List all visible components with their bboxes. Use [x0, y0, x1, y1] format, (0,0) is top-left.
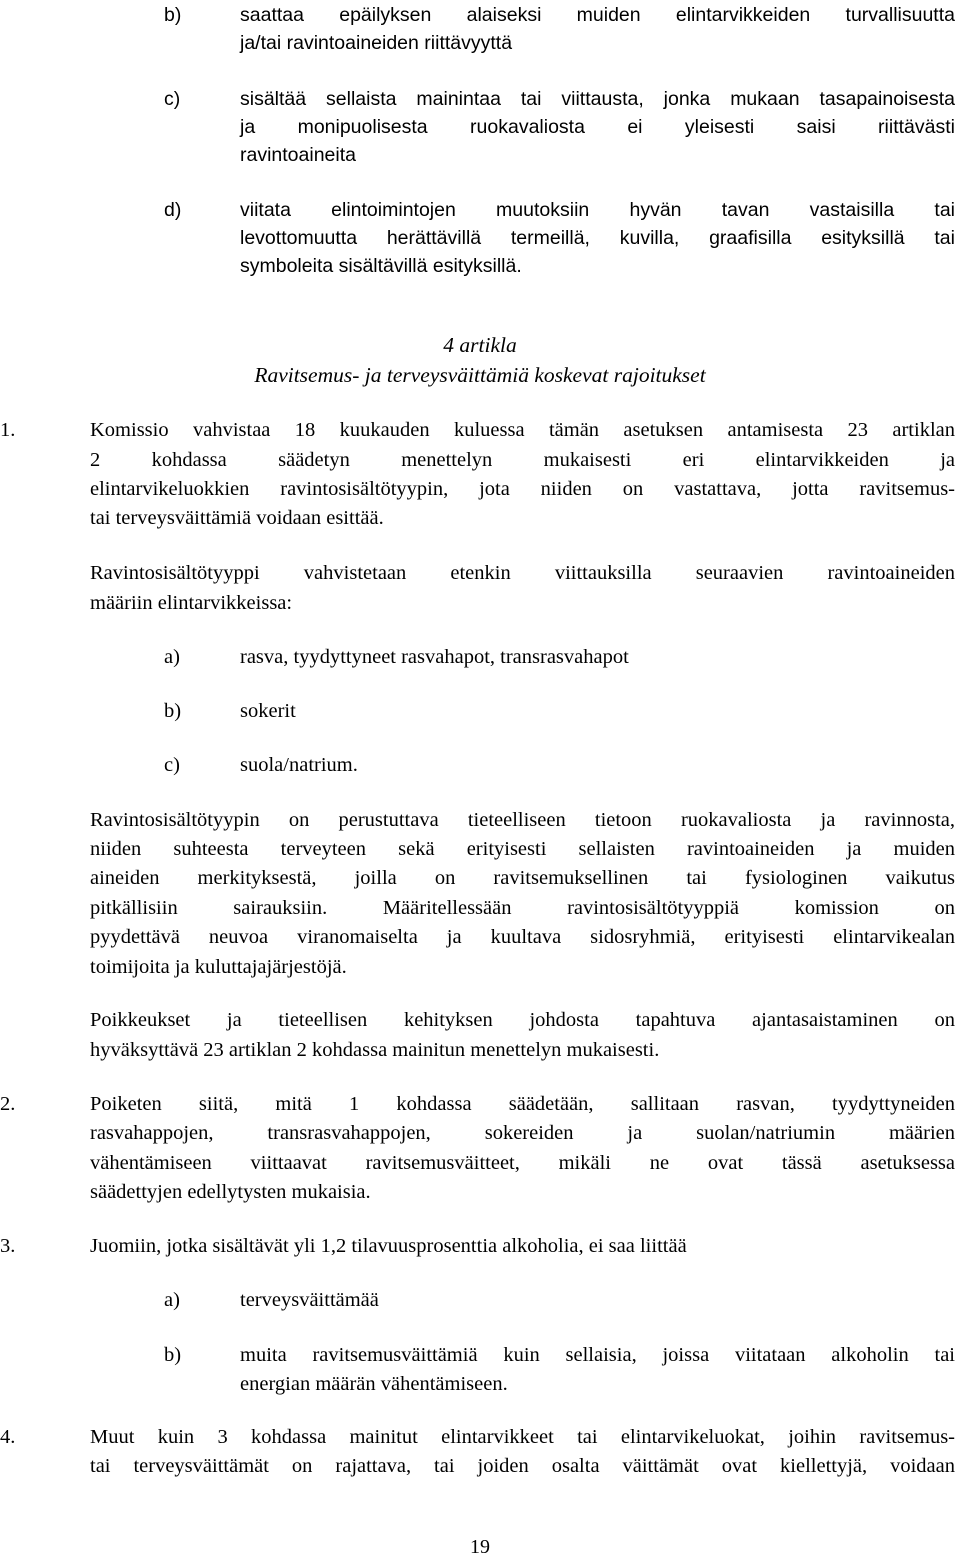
list-item-line: levottomuutta herättävillä termeillä, kuvilla, graafisilla esityksillä tai: [240, 227, 955, 249]
paragraph-line: niiden suhteesta terveyteen sekä erityisesti sellaisten ravintoaineiden ja muiden: [90, 838, 955, 860]
paragraph-line: Juomiin, jotka sisältävät yli 1,2 tilavuusprosenttia alkoholia, ei saa liittää: [90, 1235, 687, 1257]
list-item-line: ja/tai ravintoaineiden riittävyyttä: [240, 32, 513, 54]
list-item-line: muita ravitsemusväittämiä kuin sellaisia, joissa viitataan alkoholin tai: [240, 1344, 955, 1366]
paragraph-line: pitkällisiin sairauksiin. Määritellessään ravintosisältötyyppiä komission on: [90, 897, 955, 919]
paragraph-line: Komissio vahvistaa 18 kuukauden kuluessa tämän asetuksen antamisesta 23 artiklan: [90, 419, 955, 441]
paragraph-line: Poiketen siitä, mitä 1 kohdassa säädetään, sallitaan rasvan, tyydyttyneiden: [90, 1093, 955, 1115]
paragraph-line: aineiden merkityksestä, joilla on ravitsemuksellinen tai fysiologinen vaikutus: [90, 867, 955, 889]
paragraph-line: 2 kohdassa säädetyn menettelyn mukaisesti eri elintarvikkeiden ja: [90, 449, 955, 471]
list-item-line: energian määrän vähentämiseen.: [240, 1373, 508, 1395]
article-number: 4 artikla: [443, 333, 517, 357]
paragraph-line: toimijoita ja kuluttajajärjestöjä.: [90, 956, 347, 978]
list-label: d): [164, 199, 182, 221]
paragraph-line: Muut kuin 3 kohdassa mainitut elintarvikkeet tai elintarvikeluokat, joihin ravitsemus-: [90, 1426, 955, 1448]
paragraph-line: vähentämiseen viittaavat ravitsemusväitteet, mikäli ne ovat tässä asetuksessa: [90, 1152, 955, 1174]
list-label: b): [164, 1344, 182, 1366]
list-item-line: rasva, tyydyttyneet rasvahapot, transrasvahapot: [240, 646, 629, 668]
list-label: b): [164, 700, 182, 722]
paragraph-line: Poikkeukset ja tieteellisen kehityksen johdosta tapahtuva ajantasaistaminen on: [90, 1009, 955, 1031]
list-label: b): [164, 4, 182, 26]
paragraph-number: 1.: [0, 419, 16, 441]
paragraph-line: pyydettävä neuvoa viranomaiselta ja kuultava sidosryhmiä, erityisesti elintarvikealan: [90, 926, 955, 948]
list-label: c): [164, 754, 180, 776]
paragraph-line: elintarvikeluokkien ravintosisältötyypin, jota niiden on vastattava, jotta ravitsemus-: [90, 478, 955, 500]
paragraph-line: Ravintosisältötyypin on perustuttava tieteelliseen tietoon ruokavaliosta ja ravinnosta,: [90, 809, 955, 831]
list-item-line: saattaa epäilyksen alaiseksi muiden elintarvikkeiden turvallisuutta: [240, 4, 955, 26]
page-number: 19: [470, 1536, 490, 1558]
article-title: Ravitsemus- ja terveysväittämiä koskevat rajoitukset: [254, 363, 706, 387]
list-item-line: terveysväittämää: [240, 1289, 379, 1311]
list-label: a): [164, 1289, 180, 1311]
paragraph-line: rasvahappojen, transrasvahappojen, sokereiden ja suolan/natriumin määrien: [90, 1122, 955, 1144]
list-item-line: sokerit: [240, 700, 296, 722]
paragraph-line: säädettyjen edellytysten mukaisia.: [90, 1181, 371, 1203]
list-label: a): [164, 646, 180, 668]
paragraph-number: 4.: [0, 1426, 16, 1448]
list-item-line: symboleita sisältävillä esityksillä.: [240, 255, 522, 277]
list-item-line: ja monipuolisesta ruokavaliosta ei yleisesti saisi riittävästi: [240, 116, 955, 138]
list-item-line: sisältää sellaista mainintaa tai viittausta, jonka mukaan tasapainoisesta: [240, 88, 955, 110]
paragraph-number: 3.: [0, 1235, 16, 1257]
paragraph-number: 2.: [0, 1093, 16, 1115]
paragraph-line: Ravintosisältötyyppi vahvistetaan etenkin viittauksilla seuraavien ravintoaineiden: [90, 562, 955, 584]
paragraph-line: hyväksyttävä 23 artiklan 2 kohdassa mainitun menettelyn mukaisesti.: [90, 1039, 660, 1061]
list-label: c): [164, 88, 181, 110]
paragraph-line: tai terveysväittämiä voidaan esittää.: [90, 507, 384, 529]
list-item-line: viitata elintoimintojen muutoksiin hyvän tavan vastaisilla tai: [240, 199, 955, 221]
list-item-line: suola/natrium.: [240, 754, 358, 776]
paragraph-line: määriin elintarvikkeissa:: [90, 592, 293, 614]
list-item-line: ravintoaineita: [240, 144, 356, 166]
paragraph-line: tai terveysväittämät on rajattava, tai joiden osalta väittämät ovat kiellettyjä, voidaan: [90, 1455, 955, 1477]
